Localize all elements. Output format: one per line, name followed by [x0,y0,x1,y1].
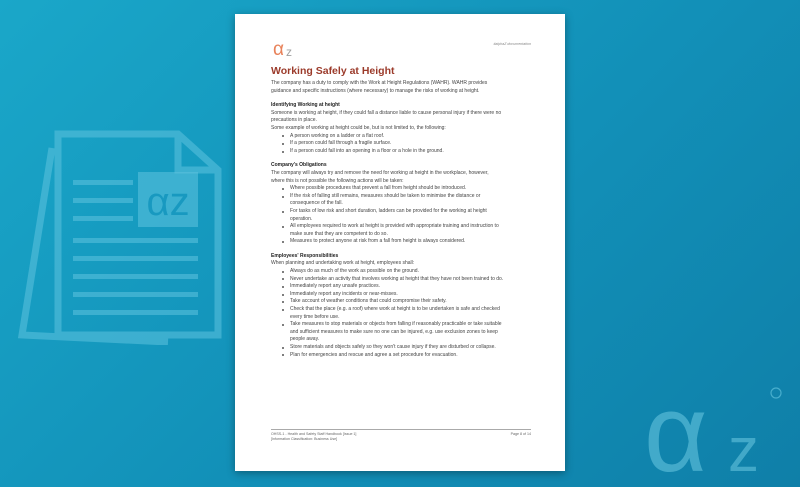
list-item: For tasks of low risk and short duration, ladders can be provided for the working at height operation. [281,208,531,223]
document-title: Working Safely at Height [271,65,395,77]
list-item: If a person could fall into an opening in a floor or a hole in the ground. [281,148,531,156]
list-item: Where possible procedures that prevent a fall from height should be introduced. [281,185,531,193]
document-page: α z #alphaZ documentation Working Safely at Height The company has a duty to comply with the Work at Height Regulations (WAHR). WAHR provides guidance and specific instructions (where necessary) to manage the risks of working at height. Identifying Working at height Someone is working at height, if they could fall a distance liable to cause personal injury if there were no precautions in place. Some example of working at height could be, but is not limited to, the following: A person working on a ladder or a flat roof. If a person could fall through a fragile surface. If a person could fall into an opening in a floor or a hole in the ground. Company's Obligations The company will always try and remove the need for working at height in the workplace, however, where this is not possible the following actions will be taken: Where possible procedures that prevent a fall from height should be introduced. If the risk of falling still remains, measures should be taken to minimise the distance or consequence of the fall. For tasks of low risk and short duration, ladders can be provided for the working at height operation. All employees required to work at height is provided with appropriate training and instruction to make sure that they are competent to do so. Measures to protect anyone at risk from a fall from height is always considered. Employees' Responsibilities When planning and undertaking work at height, employees shall: Always do as much of the work as possible on the ground. Never undertake an activity that involves working at height that they have not been trained to do. Immediately report any unsafe practices. Immediately report any incidents or near-misses. Take account of weather conditions that could compromise their safety. Check that the place (e.g. a roof) where work at height is to be undertaken is safe and checked every time before use. Take measures to stop materials or objects from falling if reasonably practicable or take suitable and sufficient measures to make sure no one can be injured, e.g. use exclusion zones to keep people away. Store materials and objects safely so they won't cause injury if they are disturbed or collapse. Plan for emergencies and rescue and agree a set procedure for evacuation. OHSS-1 - Health and Safety Staff Handbook [Issue 1] [Information Classification: Business Use] Page 8 of 14 [235,14,565,471]
page-footer [271,429,531,442]
list-item: Immediately report any unsafe practices. [281,283,531,291]
background-alpha-z-logo [636,371,786,481]
list-item: Take measures to stop materials or objects from falling if reasonably practicable or take suitable and sufficient measures to make sure no one can be injured, e.g. use exclusion zones to keep people away. [281,321,531,344]
list-item: If the risk of falling still remains, measures should be taken to minimise the distance or consequence of the fall. [281,193,531,208]
list-item: Always do as much of the work as possible on the ground. [281,268,531,276]
bullet-list [271,268,531,359]
list-item: Plan for emergencies and rescue and agree a set procedure for evacuation. [281,352,531,360]
intro-paragraph: The company has a duty to comply with the Work at Height Regulations (WAHR). WAHR provides guidance and specific instructions (where necessary) to manage the risks of working at height. [271,80,488,94]
footer-classification: [Information Classification: Business Use] [271,437,338,441]
list-item: Measures to protect anyone at risk from a fall from height is always considered. [281,238,531,246]
header-tag: #alphaZ documentation [493,42,531,46]
svg-text:αz: αz [146,180,190,224]
background-document-icon [18,130,223,345]
list-item: Never undertake an activity that involves working at height that they have not been trained to do. [281,276,531,284]
footer-document-id: OHSS-1 - Health and Safety Staff Handbook [Issue 1] [271,432,357,436]
list-item: Check that the place (e.g. a roof) where work at height is to be undertaken is safe and checked every time before use. [281,306,531,321]
page-header [271,38,531,60]
bullet-list [271,185,531,246]
page-number: Page 8 of 14 [510,432,531,436]
svg-text:α: α [273,39,284,58]
svg-text:α: α [644,372,708,481]
section-heading: Identifying Working at height [271,102,340,109]
section-heading: Employees' Responsibilities [271,252,339,259]
svg-text:z: z [728,416,759,481]
list-item: If a person could fall through a fragile surface. [281,140,531,148]
alpha-z-logo [273,38,299,58]
list-item: A person working on a ladder or a flat roof. [281,133,531,141]
section-heading: Company's Obligations [271,162,327,169]
list-item: All employees required to work at height is provided with appropriate training and instruction to make sure that they are competent to do so. [281,223,531,238]
svg-text:z: z [286,45,292,58]
list-item: Immediately report any incidents or near-misses. [281,291,531,299]
list-item: Take account of weather conditions that could compromise their safety. [281,298,531,306]
bullet-list [271,133,531,156]
list-item: Store materials and objects safely so they won't cause injury if they are disturbed or collapse. [281,344,531,352]
